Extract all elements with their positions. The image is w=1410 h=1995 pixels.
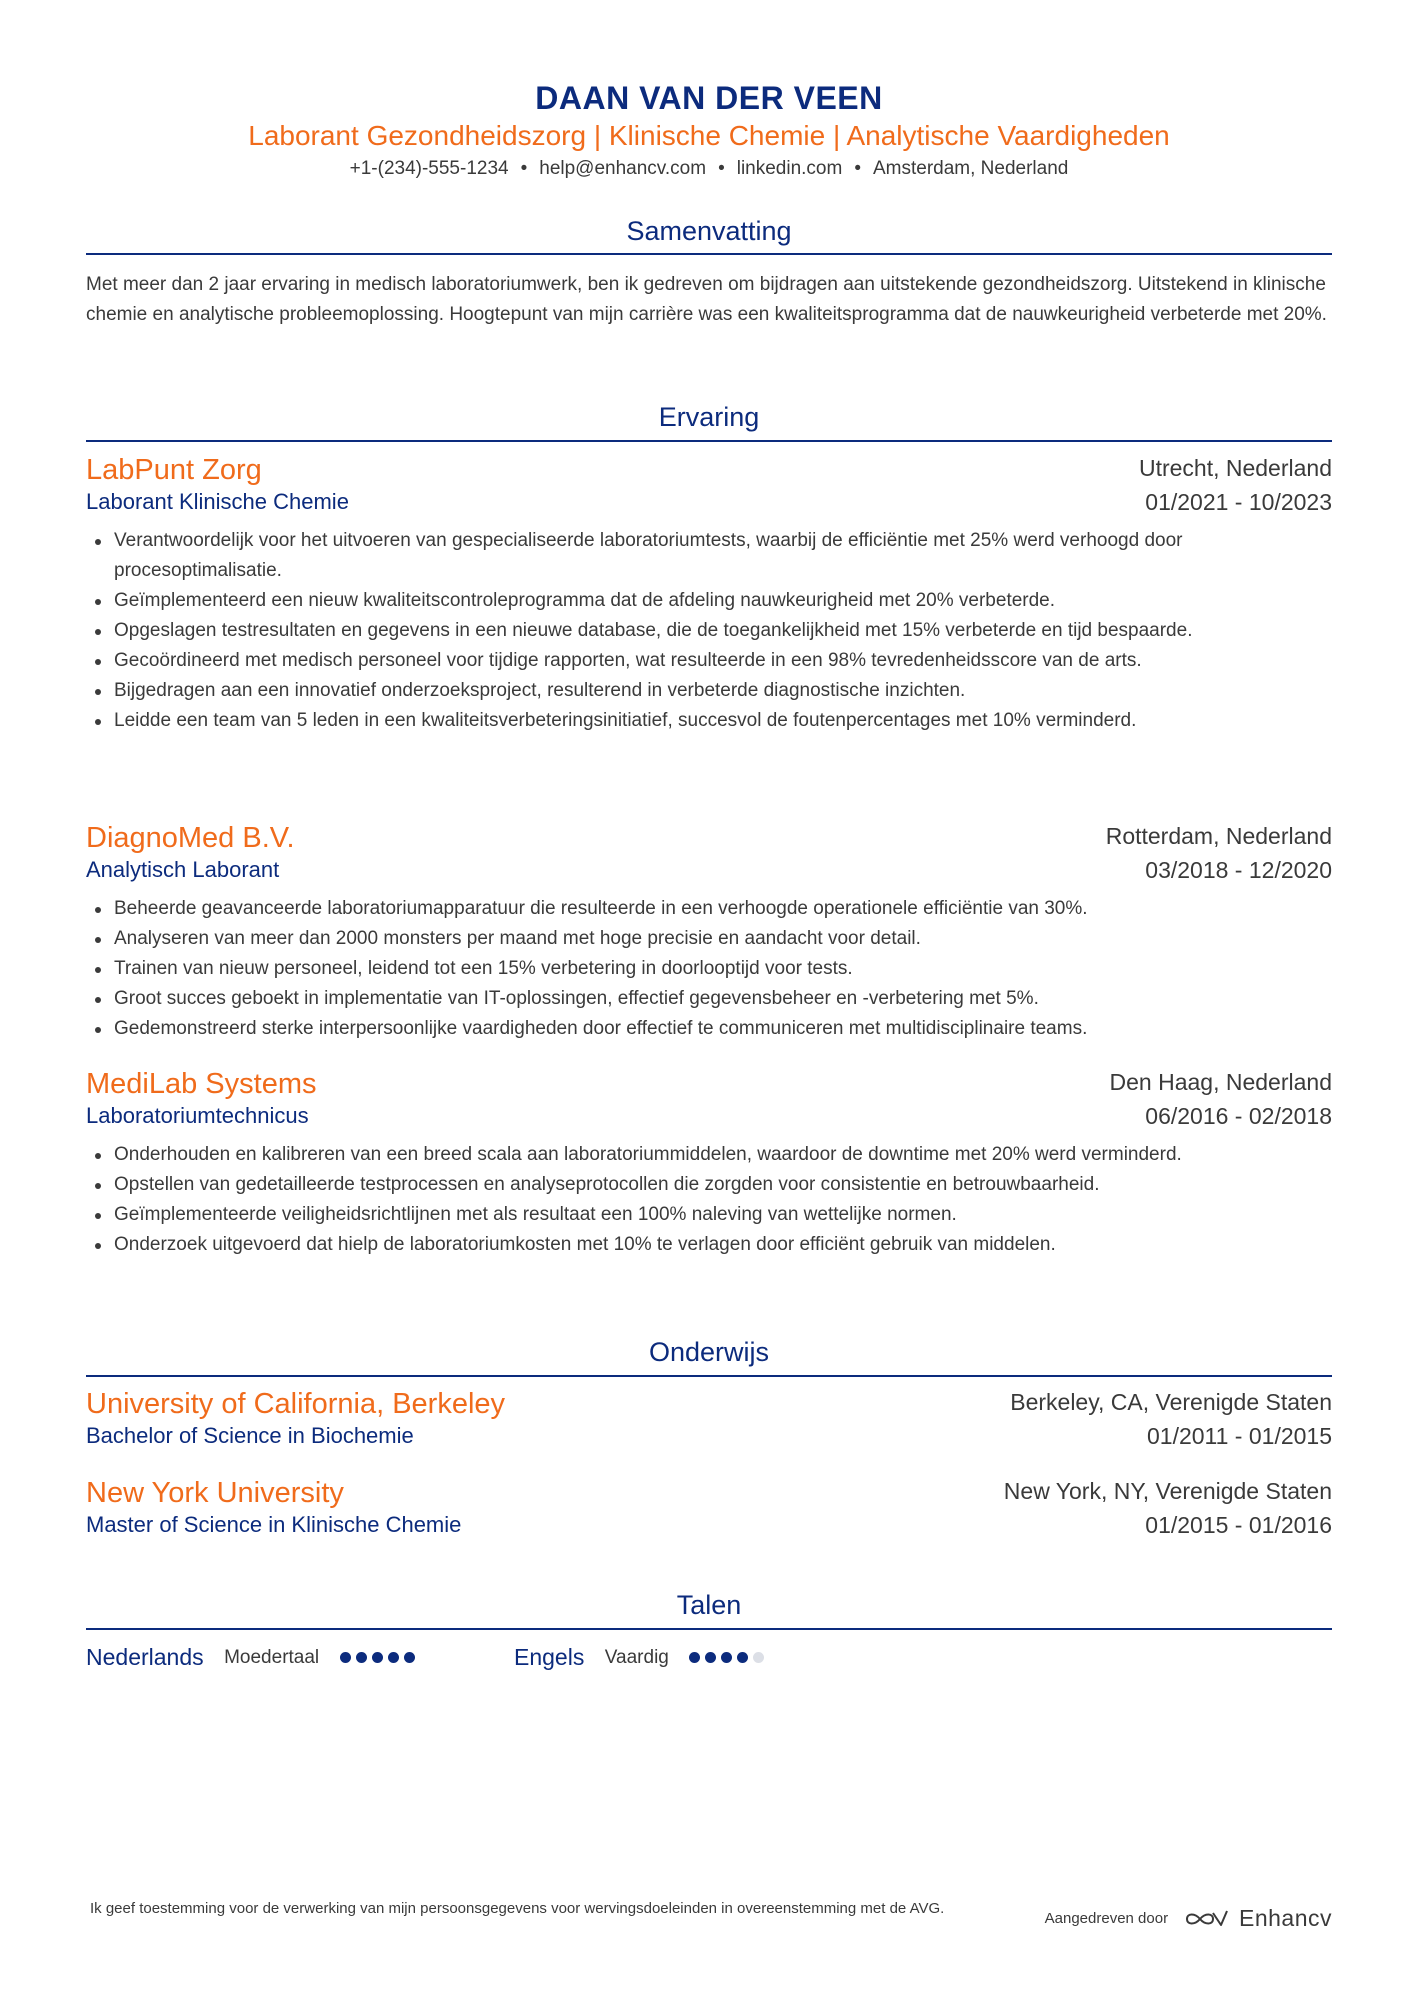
school-name: University of California, Berkeley xyxy=(86,1388,506,1420)
language-item xyxy=(86,1644,420,1671)
enhancv-logo-icon xyxy=(1183,1907,1229,1931)
job-location: Den Haag, Nederland xyxy=(1109,1069,1332,1095)
achievement-list xyxy=(86,894,1332,1044)
education-header xyxy=(86,1475,1332,1509)
achievement-item: Gedemonstreerd sterke interpersoonlijke vaardigheden door effectief te communiceren met multidisciplinaire teams. xyxy=(86,1014,1332,1044)
experience-header xyxy=(86,820,1332,854)
section-title-education: Onderwijs xyxy=(648,1337,770,1367)
achievement-item: Verantwoordelijk voor het uitvoeren van gespecialiseerde laboratoriumtests, waarbij de efficiëntie met 25% werd verhoogd door procesoptimalisatie. xyxy=(86,526,1332,586)
achievement-item: Groot succes geboekt in implementatie van IT-oplossingen, effectief gegevensbeheer en -verbetering met 5%. xyxy=(86,984,1332,1014)
education-subheader xyxy=(86,1509,1332,1543)
candidate-name: DAAN VAN DER VEEN xyxy=(535,80,883,116)
job-location: Rotterdam, Nederland xyxy=(1105,823,1332,849)
degree-title: Bachelor of Science in Biochemie xyxy=(86,1423,414,1448)
section-title-summary: Samenvatting xyxy=(626,216,792,246)
job-title: Laboratoriumtechnicus xyxy=(86,1103,309,1128)
candidate-headline: Laborant Gezondheidszorg | Klinische Chemie | Analytische Vaardigheden xyxy=(248,120,1170,151)
education-subheader xyxy=(86,1420,1332,1454)
achievement-item: Bijgedragen aan een innovatief onderzoeksproject, resulterend in verbeterde diagnostische inzichten. xyxy=(86,676,1332,706)
language-name: Engels xyxy=(514,1644,585,1670)
experience-entry xyxy=(86,820,1332,1044)
experience-entry xyxy=(86,452,1332,736)
company-name: LabPunt Zorg xyxy=(86,454,262,486)
experience-header xyxy=(86,452,1332,486)
rating-dot-filled xyxy=(404,1652,415,1663)
rating-dot-filled xyxy=(689,1652,700,1663)
job-dates: 03/2018 - 12/2020 xyxy=(1145,857,1332,883)
language-level: Vaardig xyxy=(604,1646,669,1668)
section-divider xyxy=(86,440,1332,442)
language-level: Moedertaal xyxy=(224,1646,320,1668)
contact-line xyxy=(86,156,1332,182)
achievement-item: Onderhouden en kalibreren van een breed scala aan laboratoriummiddelen, waardoor de downtime met 20% werd verminderd. xyxy=(86,1140,1332,1170)
job-dates: 06/2016 - 02/2018 xyxy=(1145,1103,1332,1129)
contact-separator: • xyxy=(854,158,861,179)
education-header xyxy=(86,1386,1332,1420)
achievement-item: Gecoördineerd met medisch personeel voor tijdige rapporten, wat resulteerde in een 98% tevredenheidsscore van de arts. xyxy=(86,646,1332,676)
achievement-item: Onderzoek uitgevoerd dat hielp de laboratoriumkosten met 10% te verlagen door efficiënt gebruik van middelen. xyxy=(86,1230,1332,1260)
education-entry xyxy=(86,1386,1332,1454)
enhancv-brand[interactable]: Enhancv xyxy=(1238,1905,1332,1931)
achievement-item: Opgeslagen testresultaten en gegevens in een nieuwe database, die de toegankelijkheid met 15% verbeterde en tijd bespaarde. xyxy=(86,616,1332,646)
company-name: MediLab Systems xyxy=(86,1068,317,1100)
rating-dot-filled xyxy=(721,1652,732,1663)
contact-linkedin[interactable]: linkedin.com xyxy=(736,158,843,179)
experience-subheader xyxy=(86,1100,1332,1134)
experience-header xyxy=(86,1066,1332,1100)
achievement-item: Trainen van nieuw personeel, leidend tot een 15% verbetering in doorlooptijd voor tests. xyxy=(86,954,1332,984)
section-divider xyxy=(86,1375,1332,1377)
section-divider xyxy=(86,1628,1332,1630)
achievement-item: Geïmplementeerd een nieuw kwaliteitscontroleprogramma dat de afdeling nauwkeurigheid met 20% verbeterde. xyxy=(86,586,1332,616)
contact-separator: • xyxy=(520,158,528,179)
rating-dot-filled xyxy=(356,1652,367,1663)
language-item xyxy=(514,1644,769,1671)
job-title: Analytisch Laborant xyxy=(86,857,280,882)
rating-dot-filled xyxy=(388,1652,399,1663)
powered-by-label: Aangedreven door xyxy=(1044,1910,1169,1927)
education-dates: 01/2015 - 01/2016 xyxy=(1145,1512,1332,1538)
consent-notice: Ik geef toestemming voor de verwerking van mijn persoonsgegevens voor wervingsdoeleinden in overeenstemming met de AVG. xyxy=(90,1900,945,1917)
achievement-list xyxy=(86,1140,1332,1260)
school-location: New York, NY, Verenigde Staten xyxy=(1003,1478,1332,1504)
contact-separator: • xyxy=(718,158,725,179)
achievement-item: Leidde een team van 5 leden in een kwaliteitsverbeteringsinitiatief, succesvol de foutenpercentages met 10% verminderd. xyxy=(86,706,1332,736)
achievement-item: Beheerde geavanceerde laboratoriumapparatuur die resulteerde in een verhoogde operationele efficiëntie van 30%. xyxy=(86,894,1332,924)
summary-text: Met meer dan 2 jaar ervaring in medisch laboratoriumwerk, ben ik gedreven om bijdragen aan uitstekende gezondheidszorg. Uitstekend in klinische chemie en analytische probleemoplossing. Hoogtepunt van mijn carrière was een kwaliteitsprogramma dat de nauwkeurigheid verbeterde met 20%. xyxy=(86,274,1327,325)
rating-dot-filled xyxy=(705,1652,716,1663)
section-title-experience: Ervaring xyxy=(658,402,760,432)
company-name: DiagnoMed B.V. xyxy=(86,822,295,854)
achievement-item: Analyseren van meer dan 2000 monsters per maand met hoge precisie en aandacht voor detail. xyxy=(86,924,1332,954)
achievement-item: Geïmplementeerde veiligheidsrichtlijnen met als resultaat een 100% naleving van wettelijke normen. xyxy=(86,1200,1332,1230)
job-dates: 01/2021 - 10/2023 xyxy=(1145,489,1332,515)
job-title: Laborant Klinische Chemie xyxy=(86,489,349,514)
education-entry xyxy=(86,1475,1332,1543)
achievement-list xyxy=(86,526,1332,736)
experience-subheader xyxy=(86,486,1332,520)
rating-dot-empty xyxy=(753,1652,764,1663)
language-name: Nederlands xyxy=(86,1644,204,1670)
contact-location: Amsterdam, Nederland xyxy=(872,158,1069,179)
experience-subheader xyxy=(86,854,1332,888)
powered-by xyxy=(1045,1905,1332,1935)
contact-phone: +1-(234)-555-1234 xyxy=(349,158,509,179)
language-rating xyxy=(689,1649,769,1667)
school-location: Berkeley, CA, Verenigde Staten xyxy=(1010,1389,1332,1415)
resume-page xyxy=(86,0,1332,1995)
contact-email[interactable]: help@enhancv.com xyxy=(539,158,707,179)
rating-dot-filled xyxy=(340,1652,351,1663)
rating-dot-filled xyxy=(372,1652,383,1663)
section-divider xyxy=(86,253,1332,255)
education-dates: 01/2011 - 01/2015 xyxy=(1146,1423,1332,1449)
section-title-languages: Talen xyxy=(676,1590,742,1620)
achievement-item: Opstellen van gedetailleerde testprocessen en analyseprotocollen die zorgden voor consistentie en betrouwbaarheid. xyxy=(86,1170,1332,1200)
job-location: Utrecht, Nederland xyxy=(1138,455,1332,481)
rating-dot-filled xyxy=(737,1652,748,1663)
degree-title: Master of Science in Klinische Chemie xyxy=(86,1512,462,1537)
experience-entry xyxy=(86,1066,1332,1260)
language-rating xyxy=(340,1649,420,1667)
school-name: New York University xyxy=(86,1477,344,1509)
